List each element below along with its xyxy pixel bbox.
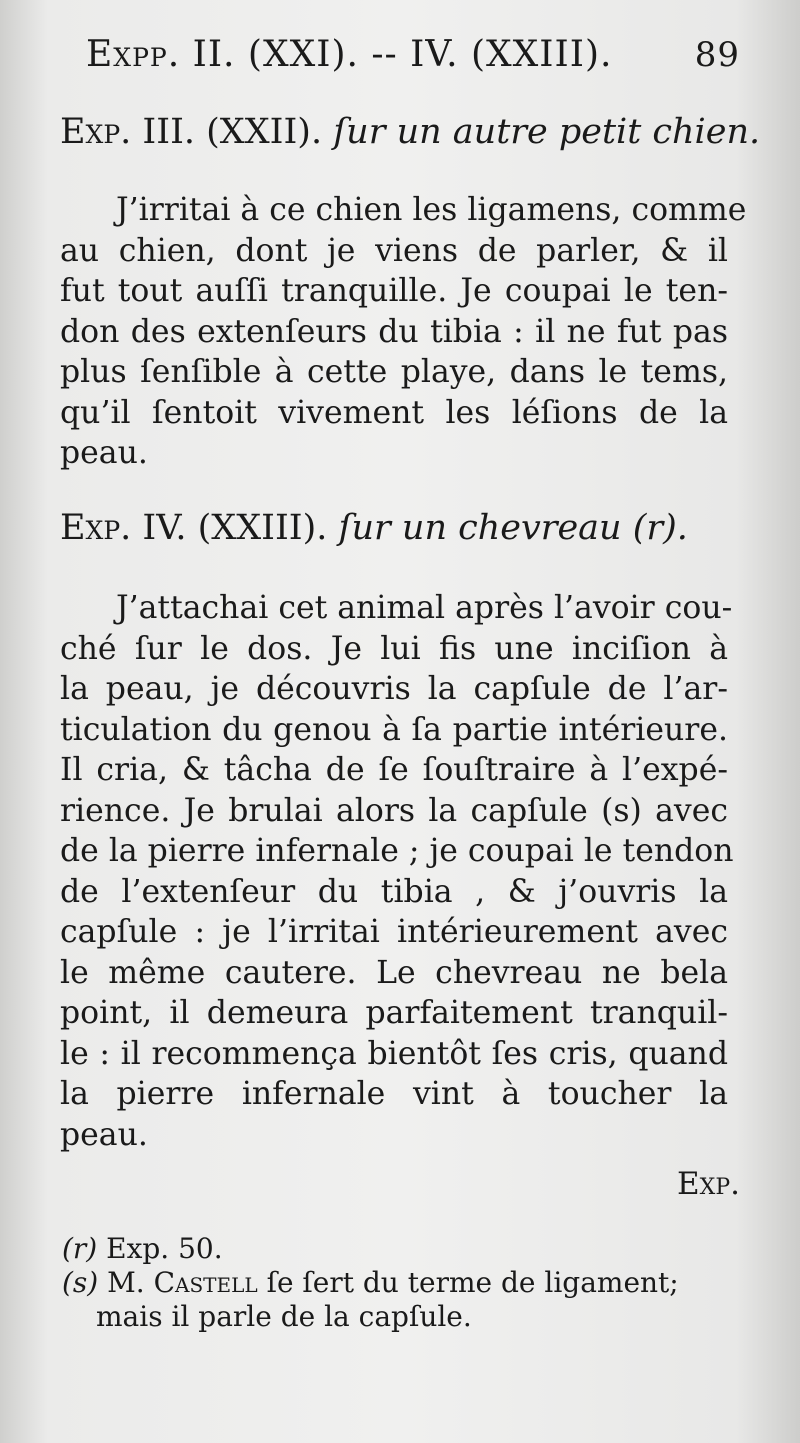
paragraph-line: la pierre infernale vint à toucher la <box>60 1076 728 1112</box>
running-head <box>86 34 740 75</box>
experiment-4-number: Exp. IV. (XXIII). <box>60 508 328 548</box>
experiment-4-paragraph <box>60 588 734 1155</box>
experiment-4-title: ſur un chevreau (r). <box>338 508 688 548</box>
catchword: Exp. <box>677 1166 740 1202</box>
footnote-r-marker: (r) <box>62 1232 98 1265</box>
paragraph-line: de l’extenſeur du tibia , & j’ouvris la <box>60 873 728 910</box>
paragraph-line: point, il demeura parfaitement tranquil- <box>60 995 728 1031</box>
paragraph-line: au chien, dont je viens de parler, & il <box>60 232 728 269</box>
paragraph-line: rience. Je brulai alors la capſule (s) avec <box>60 792 728 829</box>
paragraph-line: le même cautere. Le chevreau ne bela <box>60 954 728 991</box>
paragraph-line: la peau, je découvris la capſule de l’ar- <box>60 671 728 707</box>
paragraph-line: peau. <box>60 1116 148 1153</box>
paragraph-line: fut tout auſſi tranquille. Je coupai le ten- <box>60 273 728 309</box>
paragraph-line: Il cria, & tâcha de ſe ſouſtraire à l’expé- <box>60 752 728 788</box>
footnote-s-continuation: mais il parle de la capſule. <box>96 1300 472 1333</box>
paragraph-line: don des extenſeurs du tibia : il ne fut pas <box>60 313 728 350</box>
footnote-s-author: M. Castell <box>107 1266 258 1299</box>
footnotes <box>62 1232 734 1334</box>
paragraph-line: ticulation du genou à ſa partie intérieure. <box>60 711 728 748</box>
footnote-r <box>62 1232 734 1266</box>
paragraph-line: ché ſur le dos. Je lui fis une inciſion à <box>60 630 728 667</box>
paragraph-line: capſule : je l’irritai intérieurement avec <box>60 914 728 950</box>
experiment-3-title: ſur un autre petit chien. <box>333 112 761 152</box>
footnote-s <box>62 1266 734 1300</box>
paragraph-line: qu’il ſentoit vivement les léſions de la <box>60 394 728 431</box>
paragraph-line: J’attachai cet animal après l’avoir cou- <box>116 590 733 626</box>
paragraph-line: de la pierre infernale ; je coupai le tendon <box>60 833 734 869</box>
page-number: 89 <box>694 35 740 75</box>
footnote-s-text: ſe ſert du terme de ligament; <box>266 1266 679 1299</box>
paragraph-line: le : il recommença bientôt ſes cris, quand <box>60 1035 728 1072</box>
footnote-s-marker: (s) <box>62 1266 99 1299</box>
running-head-title: Expp. II. (XXI). -- IV. (XXIII). <box>86 34 613 75</box>
experiment-4-heading <box>60 508 738 548</box>
experiment-3-heading <box>60 112 761 152</box>
experiment-3-paragraph <box>60 190 747 474</box>
footnote-r-text: Exp. 50. <box>106 1232 223 1265</box>
experiment-3-number: Exp. III. (XXII). <box>60 112 323 152</box>
paragraph-line: peau. <box>60 435 148 471</box>
paragraph-line: plus ſenſible à cette playe, dans le tems, <box>60 354 728 390</box>
paragraph-line: J’irritai à ce chien les ligamens, comme <box>116 192 747 228</box>
